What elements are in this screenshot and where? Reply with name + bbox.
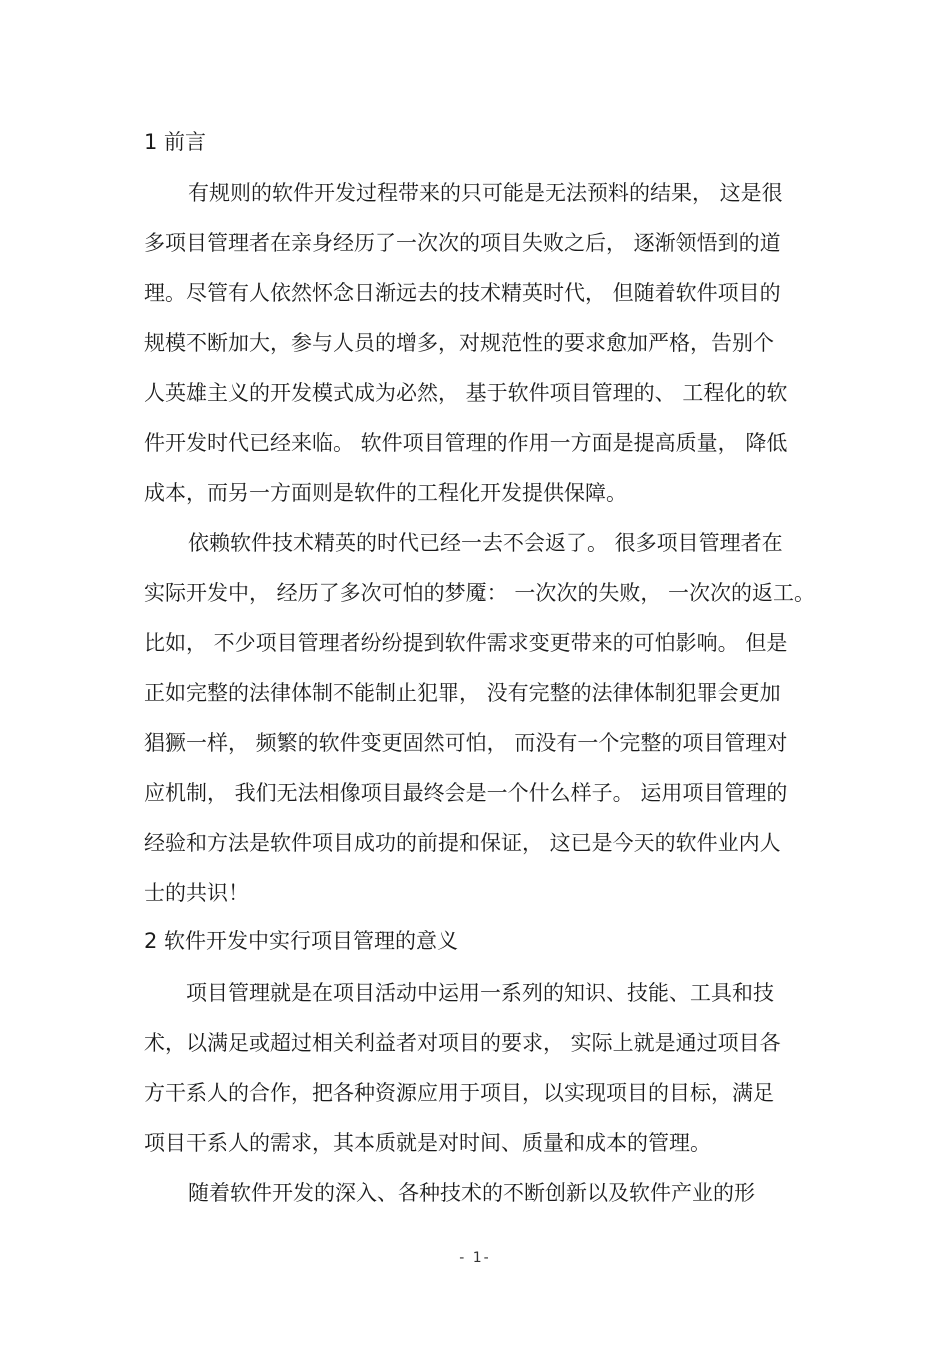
heading-preface: 1 前言 <box>144 130 207 154</box>
paragraph-line: 人英雄主义的开发模式成为必然， 基于软件项目管理的、 工程化的软 <box>144 381 788 405</box>
paragraph-line: 有规则的软件开发过程带来的只可能是无法预料的结果， 这是很 <box>188 181 783 205</box>
paragraph-line: 猖獗一样， 频繁的软件变更固然可怕， 而没有一个完整的项目管理对 <box>144 731 788 755</box>
paragraph-line: 方干系人的合作，把各种资源应用于项目，以实现项目的目标，满足 <box>144 1081 774 1105</box>
paragraph-line: 多项目管理者在亲身经历了一次次的项目失败之后， 逐渐领悟到的道 <box>144 231 781 255</box>
paragraph-line: 经验和方法是软件项目成功的前提和保证， 这已是今天的软件业内人 <box>144 831 781 855</box>
paragraph-line: 理。尽管有人依然怀念日渐远去的技术精英时代， 但随着软件项目的 <box>144 281 781 305</box>
page-number: - 1- <box>459 1250 491 1266</box>
paragraph-line: 随着软件开发的深入、各种技术的不断创新以及软件产业的形 <box>188 1181 755 1205</box>
paragraph-line: 正如完整的法律体制不能制止犯罪， 没有完整的法律体制犯罪会更加 <box>144 681 781 705</box>
paragraph-line: 士的共识！ <box>144 881 249 905</box>
heading-significance: 2 软件开发中实行项目管理的意义 <box>144 929 459 953</box>
paragraph-line: 实际开发中， 经历了多次可怕的梦魇： 一次次的失败， 一次次的返工。 <box>144 581 816 605</box>
paragraph-line: 比如， 不少项目管理者纷纷提到软件需求变更带来的可怕影响。 但是 <box>144 631 788 655</box>
paragraph-line: 应机制， 我们无法相像项目最终会是一个什么样子。 运用项目管理的 <box>144 781 788 805</box>
paragraph-line: 依赖软件技术精英的时代已经一去不会返了。 很多项目管理者在 <box>188 531 783 555</box>
paragraph-line: 成本，而另一方面则是软件的工程化开发提供保障。 <box>144 481 627 505</box>
paragraph-line: 项目管理就是在项目活动中运用一系列的知识、技能、工具和技 <box>186 981 774 1005</box>
paragraph-line: 件开发时代已经来临。 软件项目管理的作用一方面是提高质量， 降低 <box>144 431 788 455</box>
paragraph-line: 规模不断加大，参与人员的增多，对规范性的要求愈加严格，告别个 <box>144 331 774 355</box>
paragraph-line: 术，以满足或超过相关利益者对项目的要求， 实际上就是通过项目各 <box>144 1031 781 1055</box>
paragraph-line: 项目干系人的需求，其本质就是对时间、质量和成本的管理。 <box>144 1131 711 1155</box>
